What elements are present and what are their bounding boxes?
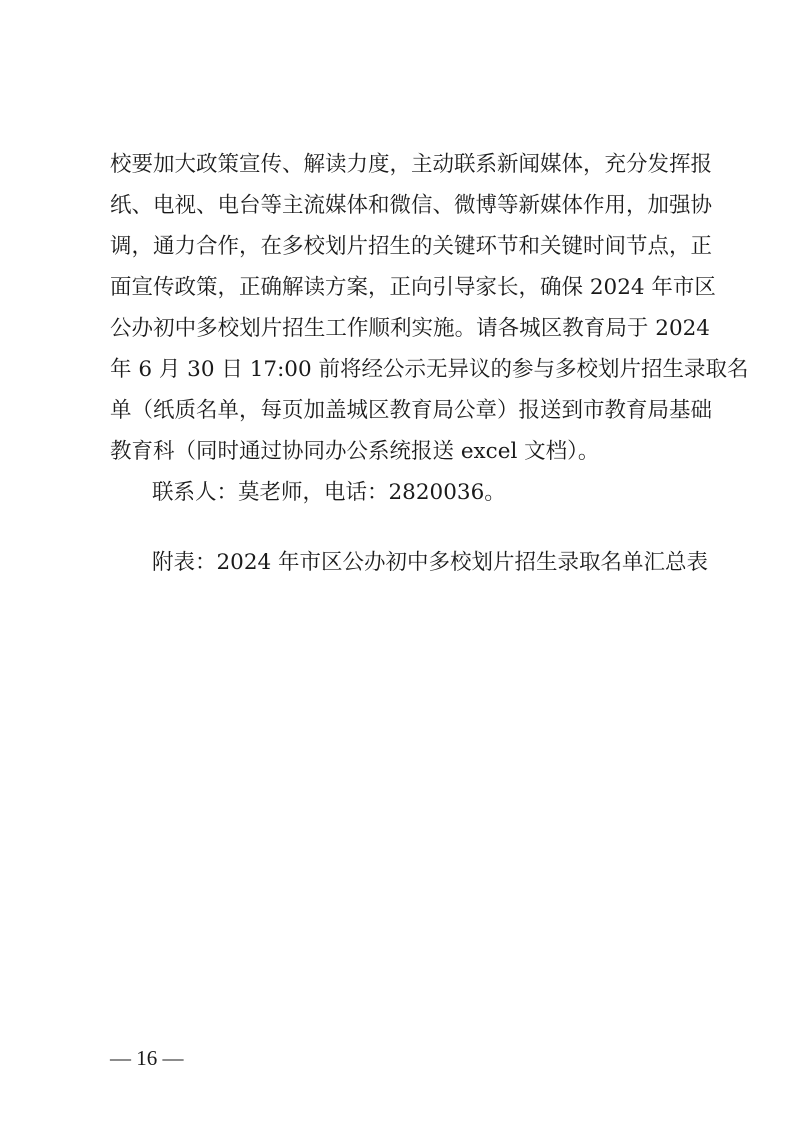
attachment-title: 附表：2024 年市区公办初中多校划片招生录取名单汇总表: [152, 550, 709, 575]
body-line: 教育科（同时通过协同办公系统报送 excel 文档）。: [110, 439, 600, 464]
body-line: 纸、电视、电台等主流媒体和微信、微博等新媒体作用，加强协: [110, 193, 713, 218]
body-line: 校要加大政策宣传、解读力度，主动联系新闻媒体，充分发挥报: [110, 152, 713, 177]
body-line: 单（纸质名单，每页加盖城区教育局公章）报送到市教育局基础: [110, 398, 713, 423]
body-line: 面宣传政策，正确解读方案，正向引导家长，确保 2024 年市区: [110, 275, 716, 300]
contact-info: 联系人：莫老师，电话：2820036。: [152, 480, 506, 505]
body-line: 调，通力合作，在多校划片招生的关键环节和关键时间节点，正: [110, 234, 713, 259]
page-number: — 16 —: [110, 1046, 184, 1070]
body-line: 公办初中多校划片招生工作顺利实施。请各城区教育局于 2024: [110, 316, 710, 341]
body-line: 年 6 月 30 日 17:00 前将经公示无异议的参与多校划片招生录取名: [110, 357, 749, 382]
